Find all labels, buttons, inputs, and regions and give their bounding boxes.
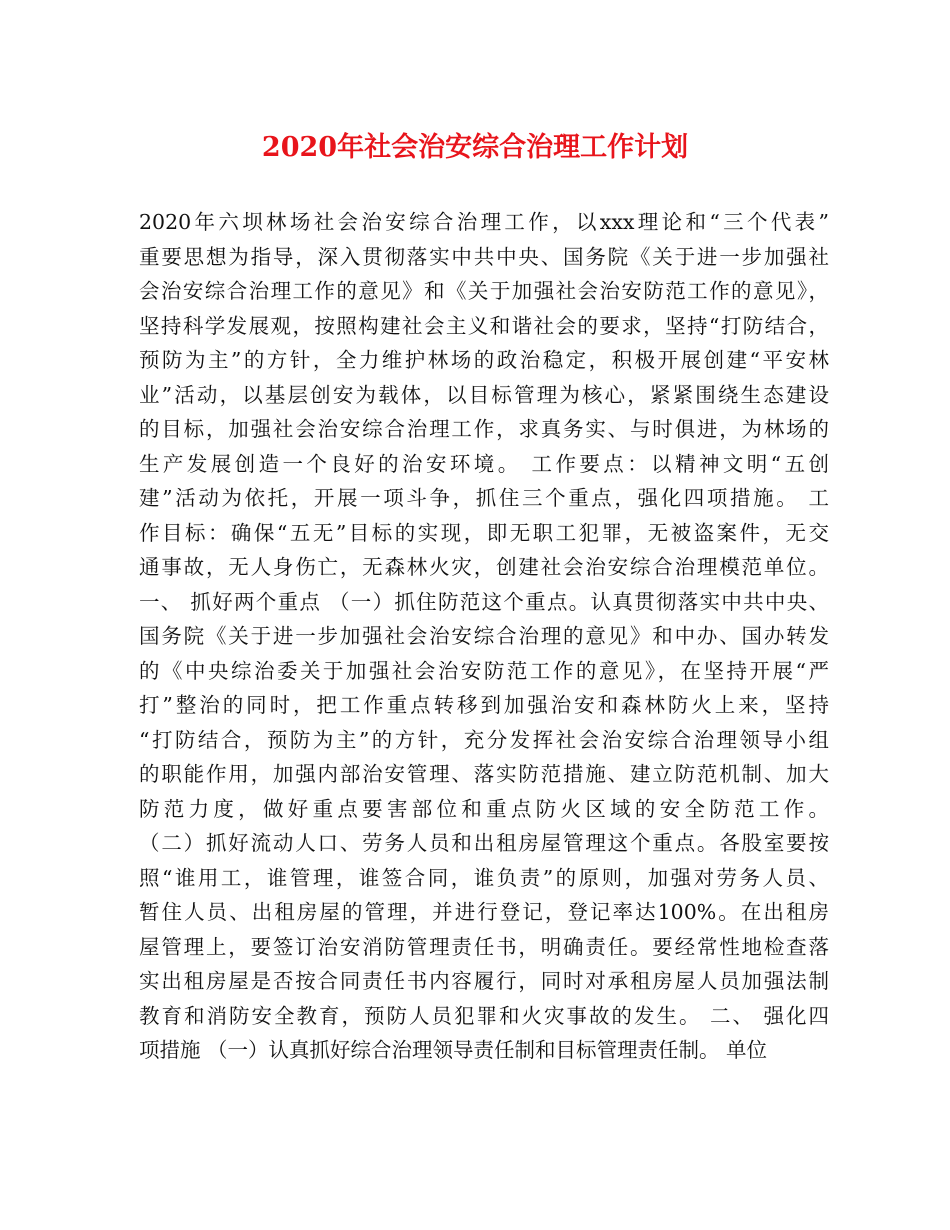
document-title: 2020年社会治安综合治理工作计划: [261, 132, 689, 163]
body-line: 教育和消防安全教育，预防人员犯罪和火灾事故的发生。 二、 强化四: [139, 1003, 829, 1028]
body-line: 生产发展创造一个良好的治安环境。 工作要点：以精神文明“五创: [139, 451, 829, 476]
body-line: 防范力度，做好重点要害部位和重点防火区域的安全防范工作。: [139, 796, 829, 821]
body-line: 项措施 （一）认真抓好综合治理领导责任制和目标管理责任制。 单位: [139, 1038, 768, 1062]
body-line: 的目标，加强社会治安综合治理工作，求真务实、与时俱进，为林场的: [139, 417, 829, 441]
body-line: 屋管理上，要签订治安消防管理责任书，明确责任。要经常性地检查落: [139, 934, 829, 959]
body-line: 重要思想为指导，深入贯彻落实中共中央、国务院《关于进一步加强社: [139, 244, 829, 269]
document-body: [139, 205, 829, 1068]
body-line: 实出租房屋是否按合同责任书内容履行，同时对承租房屋人员加强法制: [139, 969, 829, 993]
body-line: 一、 抓好两个重点 （一）抓住防范这个重点。认真贯彻落实中共中央、: [139, 589, 829, 614]
body-line: 打”整治的同时，把工作重点转移到加强治安和森林防火上来，坚持: [139, 693, 829, 717]
body-line: 暂住人员、出租房屋的管理，并进行登记，登记率达100%。在出租房: [139, 900, 829, 924]
body-line: 的职能作用，加强内部治安管理、落实防范措施、建立防范机制、加大: [139, 762, 829, 786]
body-line: 预防为主”的方针，全力维护林场的政治稳定，积极开展创建“平安林: [139, 348, 829, 372]
body-line: 照“谁用工，谁管理，谁签合同，谁负责”的原则，加强对劳务人员、: [139, 865, 829, 890]
body-line: 通事故，无人身伤亡，无森林火灾，创建社会治安综合治理模范单位。: [139, 555, 829, 579]
body-line: “打防结合，预防为主”的方针，充分发挥社会治安综合治理领导小组: [139, 727, 829, 752]
body-line: 会治安综合治理工作的意见》和《关于加强社会治安防范工作的意见》，: [139, 279, 829, 303]
body-line: 建”活动为依托，开展一项斗争，抓住三个重点，强化四项措施。 工: [139, 486, 829, 510]
body-line: 业”活动，以基层创安为载体，以目标管理为核心，紧紧围绕生态建设: [139, 382, 829, 407]
body-line: 2020年六坝林场社会治安综合治理工作，以xxx理论和“三个代表”: [139, 210, 829, 234]
body-line: 的《中央综治委关于加强社会治安防范工作的意见》，在坚持开展“严: [139, 658, 829, 683]
body-line: （二）抓好流动人口、劳务人员和出租房屋管理这个重点。各股室要按: [139, 831, 829, 855]
body-line: 作目标：确保“五无”目标的实现，即无职工犯罪，无被盗案件，无交: [139, 520, 829, 545]
body-line: 国务院《关于进一步加强社会治安综合治理的意见》和中办、国办转发: [139, 624, 829, 648]
body-line: 坚持科学发展观，按照构建社会主义和谐社会的要求，坚持“打防结合，: [139, 313, 829, 338]
